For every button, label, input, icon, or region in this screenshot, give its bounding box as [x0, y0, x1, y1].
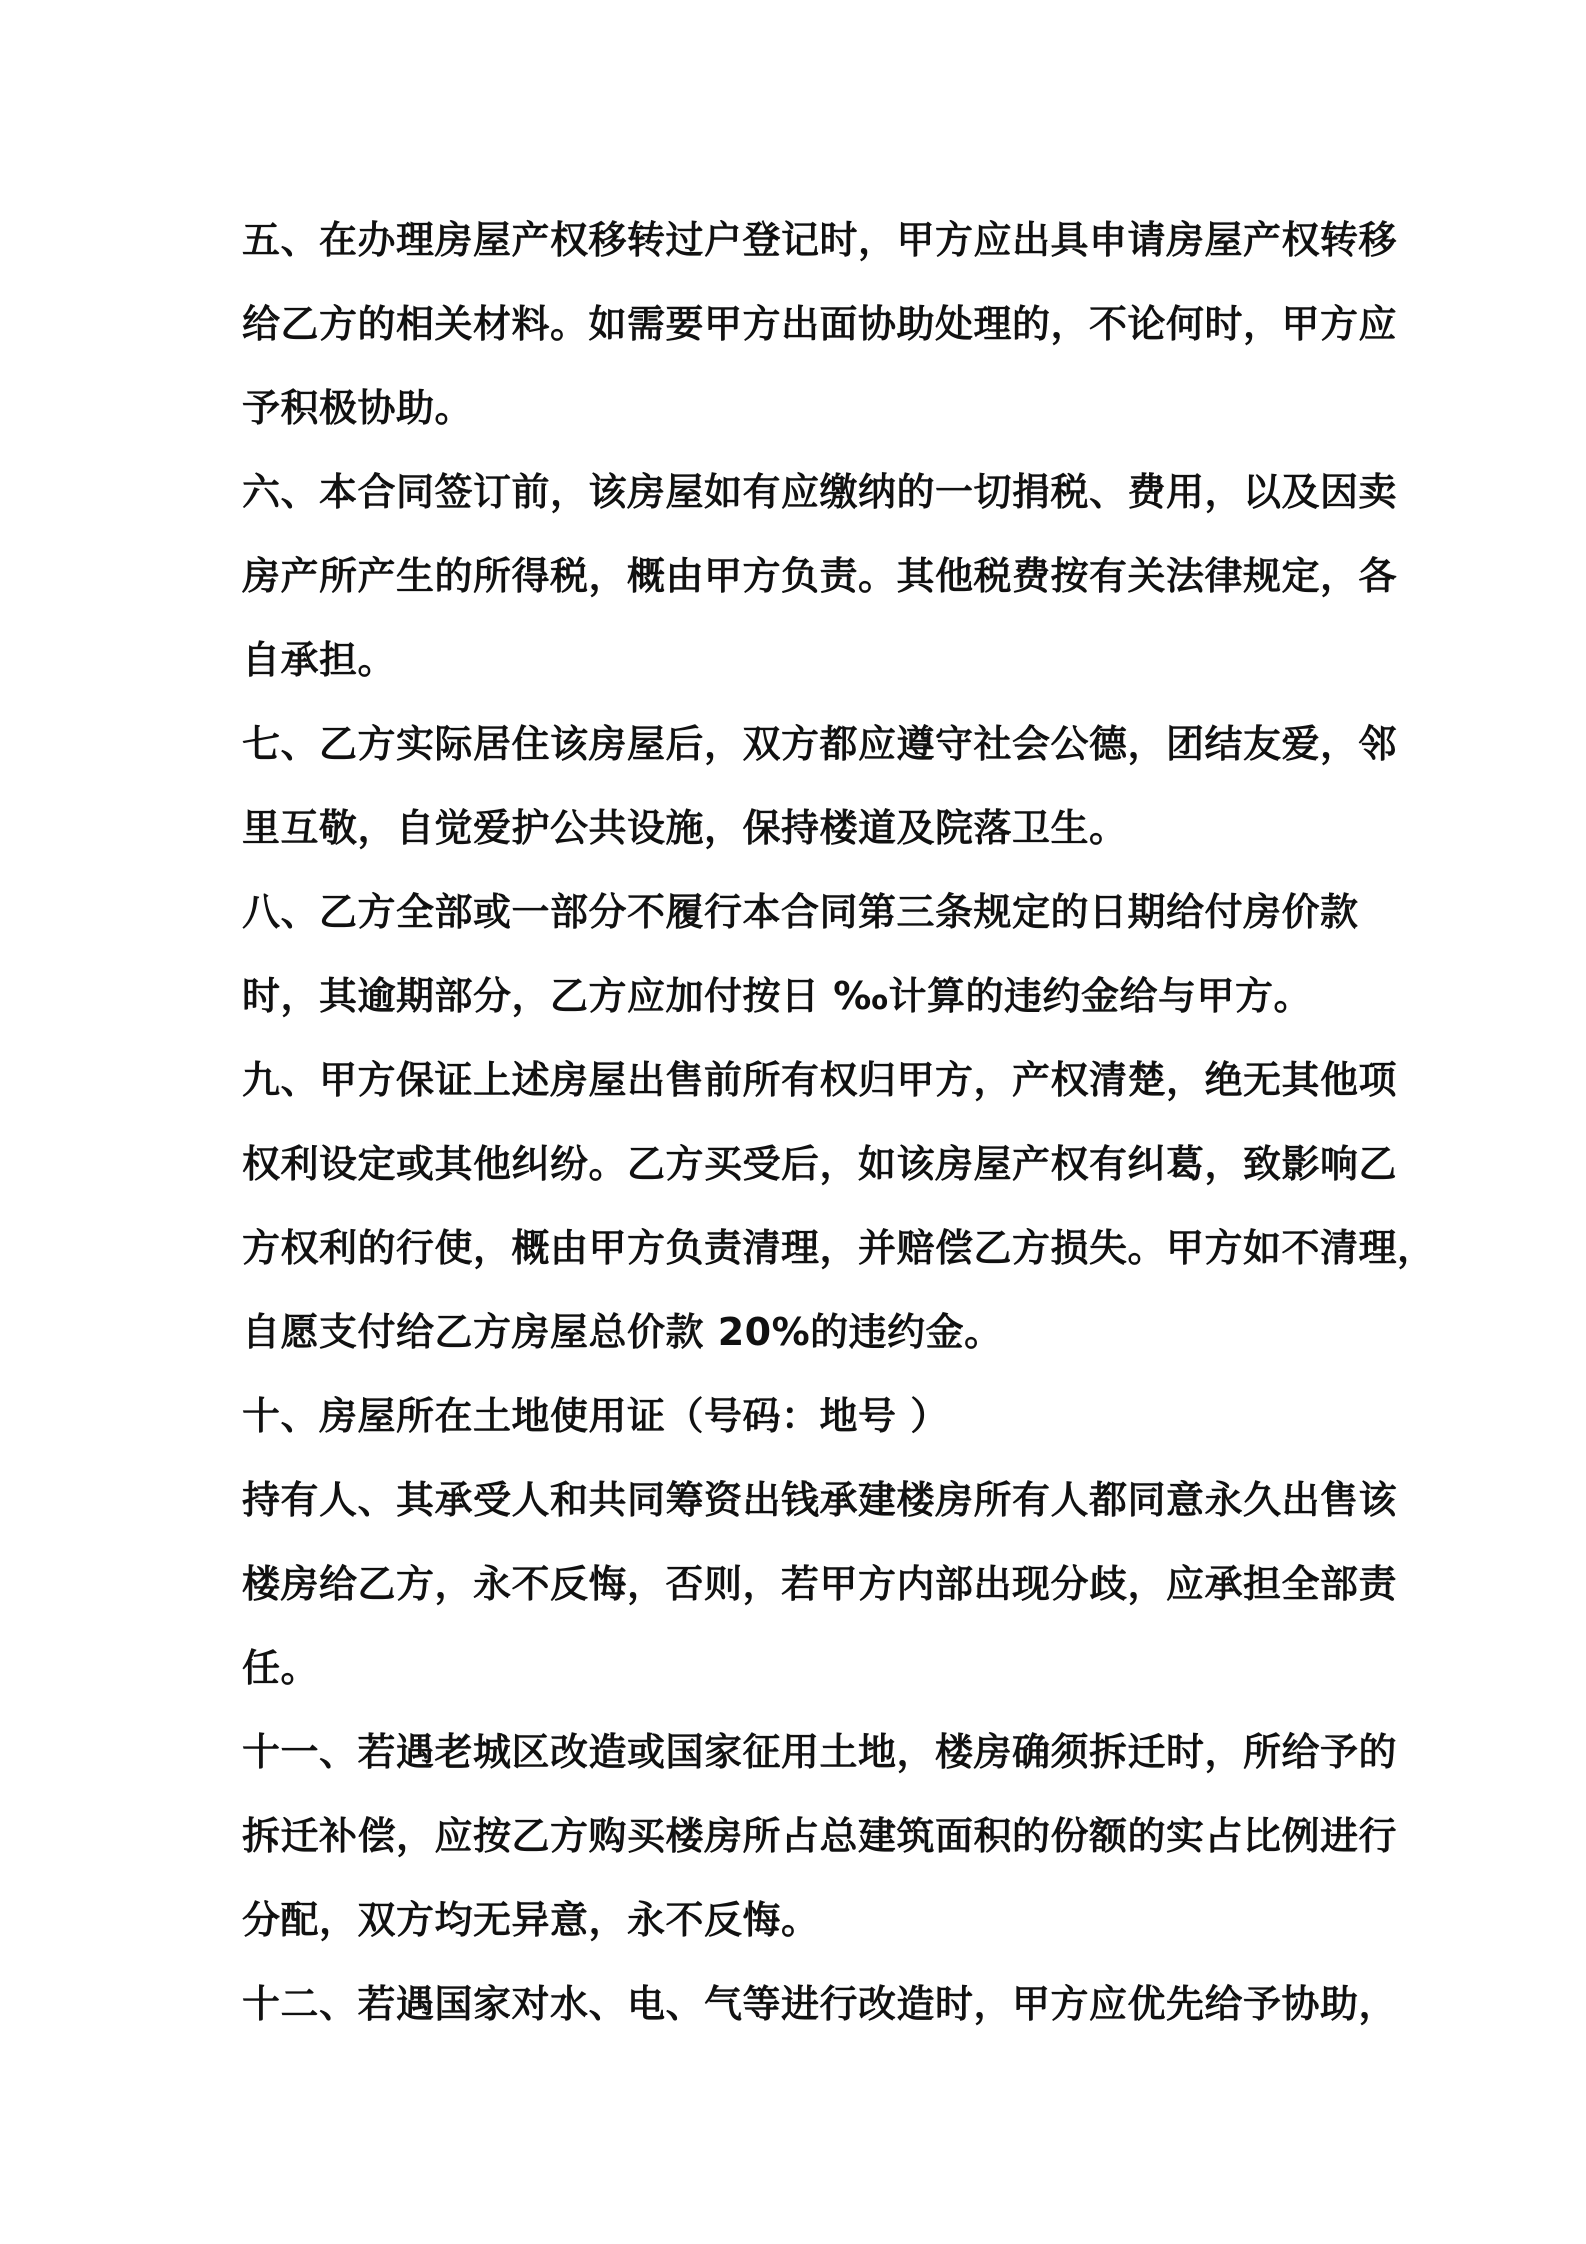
text-line: 六、本合同签订前，该房屋如有应缴纳的一切捐税、费用，以及因卖: [242, 470, 1398, 514]
text-line: 自愿支付给乙方房屋总价款 20%的违约金。: [242, 1310, 1003, 1354]
text-line: 九、甲方保证上述房屋出售前所有权归甲方，产权清楚，绝无其他项: [242, 1058, 1398, 1102]
text-line: 方权利的行使，概由甲方负责清理，并赔偿乙方损失。甲方如不清理，: [242, 1226, 1436, 1270]
text-line: 十一、若遇老城区改造或国家征用土地，楼房确须拆迁时，所给予的: [242, 1730, 1398, 1774]
text-line: 分配，双方均无异意，永不反悔。: [242, 1898, 820, 1942]
text-line: 房产所产生的所得税，概由甲方负责。其他税费按有关法律规定，各: [242, 554, 1398, 598]
text-line: 予积极协助。: [242, 386, 474, 430]
contract-text: [242, 198, 1436, 2046]
text-line: 自承担。: [242, 638, 397, 682]
text-line: 八、乙方全部或一部分不履行本合同第三条规定的日期给付房价款: [242, 890, 1359, 934]
text-line: 权利设定或其他纠纷。乙方买受后，如该房屋产权有纠葛，致影响乙: [242, 1142, 1398, 1186]
text-line: 拆迁补偿，应按乙方购买楼房所占总建筑面积的份额的实占比例进行: [242, 1814, 1398, 1858]
text-line: 时，其逾期部分，乙方应加付按日 ‰计算的违约金给与甲方。: [242, 974, 1312, 1018]
text-line: 给乙方的相关材料。如需要甲方出面协助处理的，不论何时，甲方应: [242, 302, 1398, 346]
text-line: 十二、若遇国家对水、电、气等进行改造时，甲方应优先给予协助，: [242, 1982, 1398, 2026]
text-line: 楼房给乙方，永不反悔，否则，若甲方内部出现分歧，应承担全部责: [242, 1562, 1398, 1606]
text-line: 任。: [242, 1646, 320, 1690]
text-line: 五、在办理房屋产权移转过户登记时，甲方应出具申请房屋产权转移: [242, 218, 1398, 262]
text-line: 持有人、其承受人和共同筹资出钱承建楼房所有人都同意永久出售该: [242, 1478, 1398, 1522]
text-line: 里互敬，自觉爱护公共设施，保持楼道及院落卫生。: [242, 806, 1128, 850]
text-line: 十、房屋所在土地使用证（号码：地号 ）: [242, 1394, 949, 1438]
text-line: 七、乙方实际居住该房屋后，双方都应遵守社会公德，团结友爱，邻: [242, 722, 1398, 766]
